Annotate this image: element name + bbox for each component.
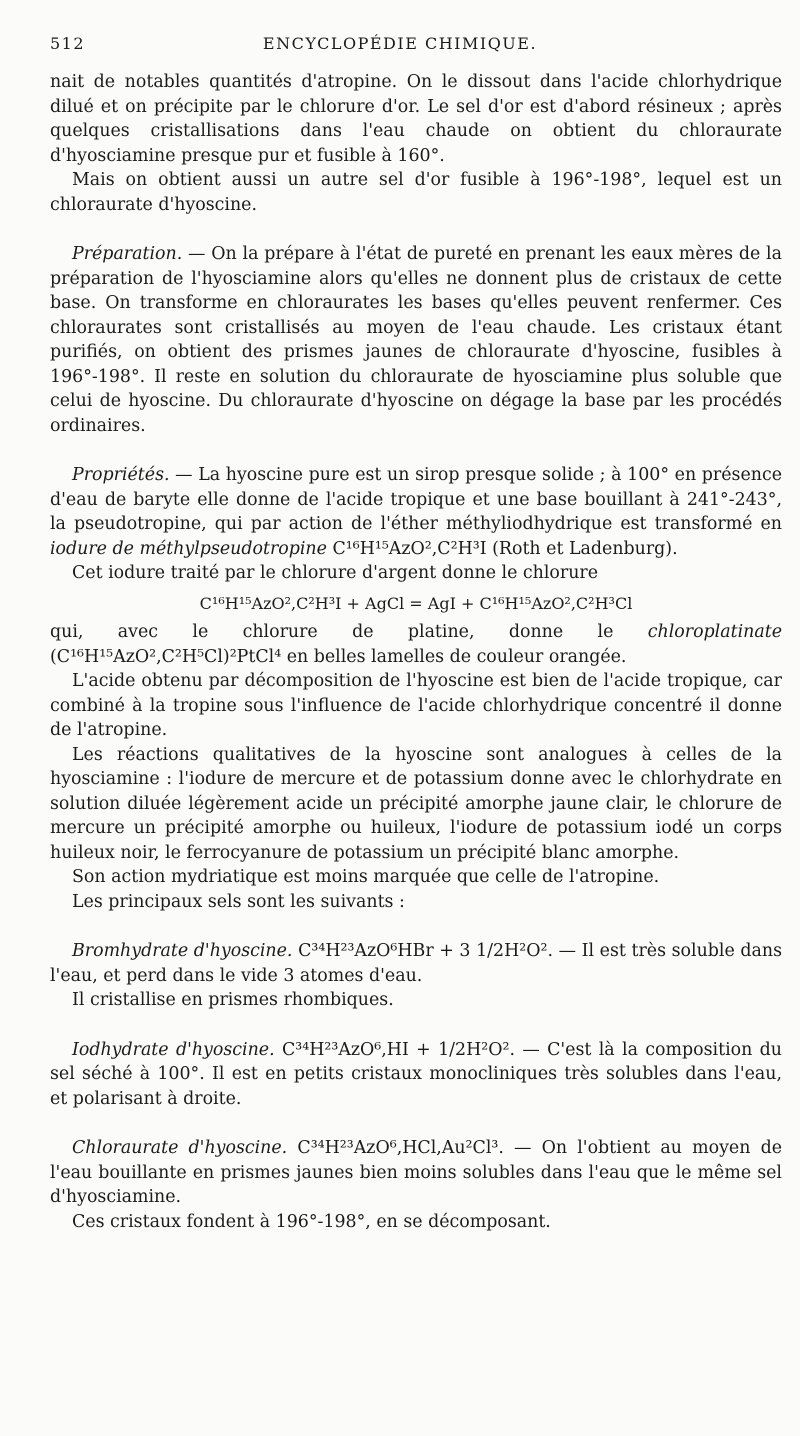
- preparation-text: — On la prépare à l'état de pureté en prenant les eaux mères de la préparation de l'hyosciamine alors qu'elles ne donnent plus de cristaux de cette base. On transforme en chloraurates les bases qu'elles peuvent renfermer. Ces chloraurates sont cristallisés au moyen de l'eau chaude. Les cristaux étant purifiés, on obtient des prismes jaunes de chloraurate d'hyoscine, fusibles à 196°-198°. Il reste en solution du chloraurate de hyosciamine plus soluble que celui de hyoscine. Du chloraurate d'hyoscine on dégage la base par les procédés ordinaires.: [50, 244, 782, 436]
- chloroplatinate-text-a: qui, avec le chlorure de platine, donne le: [50, 622, 648, 642]
- section-heading-iodhydrate: Iodhydrate d'hyoscine.: [72, 1039, 275, 1060]
- paragraph-gold-salt: Mais on obtient aussi un autre sel d'or fusible à 196°-198°, lequel est un chloraurate d'hyoscine.: [50, 170, 782, 215]
- chemical-equation: C¹⁶H¹⁵AzO²,C²H³I + AgCl = AgI + C¹⁶H¹⁵AzO²,C²H³Cl: [199, 593, 633, 613]
- section-preparation: [50, 242, 782, 438]
- paragraph-bromhydrate-crystals: Il cristallise en prismes rhombiques.: [72, 990, 394, 1010]
- page-number: 512: [50, 34, 86, 53]
- bromhydrate-text: C³⁴H²³AzO⁶HBr + 3 1/2H²O². — Il est très soluble dans l'eau, et perd dans le vide 3 atomes d'eau.: [50, 941, 782, 986]
- proprietes-text-a: — La hyoscine pure est un sirop presque solide ; à 100° en présence d'eau de baryte elle donne de l'acide tropique et une base bouillant à 241°-243°, la pseudotropine, qui par action de l'éther méthyliodhydrique est transformé en: [50, 465, 782, 534]
- proprietes-text-b: C¹⁶H¹⁵AzO²,C²H³I (Roth et Ladenburg).: [326, 538, 678, 559]
- section-heading-proprietes: Propriétés.: [72, 465, 170, 485]
- section-heading-preparation: Préparation.: [72, 244, 183, 264]
- chloraurate-text: C³⁴H²³AzO⁶,HCl,Au²Cl³. — On l'obtient au moyen de l'eau bouillante en prismes jaunes bien moins solubles dans l'eau que le même sel d'hyosciamine.: [50, 1138, 782, 1207]
- paragraph-continuation: nait de notables quantités d'atropine. On le dissout dans l'acide chlorhydrique dilué et on précipite par le chlorure d'or. Le sel d'or est d'abord résineux ; après quelques cristallisations dans l'eau chaude on obtient du chloraurate d'hyosciamine presque pur et fusible à 160°.: [50, 72, 782, 166]
- paragraph-melting: Ces cristaux fondent à 196°-198°, en se décomposant.: [72, 1211, 551, 1232]
- proprietes-italic-term: iodure de méthylpseudotropine: [50, 538, 327, 559]
- chloroplatinate-italic-term: chloroplatinate: [647, 622, 782, 642]
- chloroplatinate-text-b: (C¹⁶H¹⁵AzO²,C²H⁵Cl)²PtCl⁴ en belles lamelles de couleur orangée.: [50, 646, 627, 667]
- paragraph-mydriatique: Son action mydriatique est moins marquée que celle de l'atropine.: [72, 867, 660, 887]
- section-proprietes: [50, 463, 782, 561]
- paragraph-chloroplatinate: [50, 620, 782, 669]
- body-text: [50, 70, 782, 1234]
- paragraph-iodure: Cet iodure traité par le chlorure d'argent donne le chlorure: [72, 563, 599, 583]
- section-iodhydrate: [50, 1038, 782, 1112]
- paragraph-reactions: Les réactions qualitatives de la hyoscine sont analogues à celles de la hyosciamine : l'iodure de mercure et de potassium donne avec le chlorhydrate en solution diluée légèrement acide un précipité amorphe jaune clair, le chlorure de mercure un précipité amorphe ou huileux, l'iodure de potassium iodé un corps huileux noir, le ferrocyanure de potassium un précipité blanc amorphe.: [50, 744, 782, 863]
- section-heading-bromhydrate: Bromhydrate d'hyoscine.: [72, 941, 293, 961]
- iodhydrate-text: C³⁴H²³AzO⁶,HI + 1/2H²O². — C'est là la composition du sel séché à 100°. Il est en petits cristaux monocliniques très solubles dans l'eau, et polarisant à droite.: [50, 1039, 782, 1109]
- running-title: ENCYCLOPÉDIE CHIMIQUE.: [262, 34, 538, 53]
- section-heading-chloraurate: Chloraurate d'hyoscine.: [72, 1138, 288, 1158]
- page-header: [50, 34, 750, 60]
- paragraph-acide-tropique: L'acide obtenu par décomposition de l'hyoscine est bien de l'acide tropique, car combiné à la tropine sous l'influence de l'acide chlorhydrique concentré il donne de l'atropine.: [50, 671, 782, 740]
- paragraph-sels: Les principaux sels sont les suivants :: [72, 891, 405, 912]
- section-chloraurate: [50, 1136, 782, 1210]
- section-bromhydrate: [50, 939, 782, 988]
